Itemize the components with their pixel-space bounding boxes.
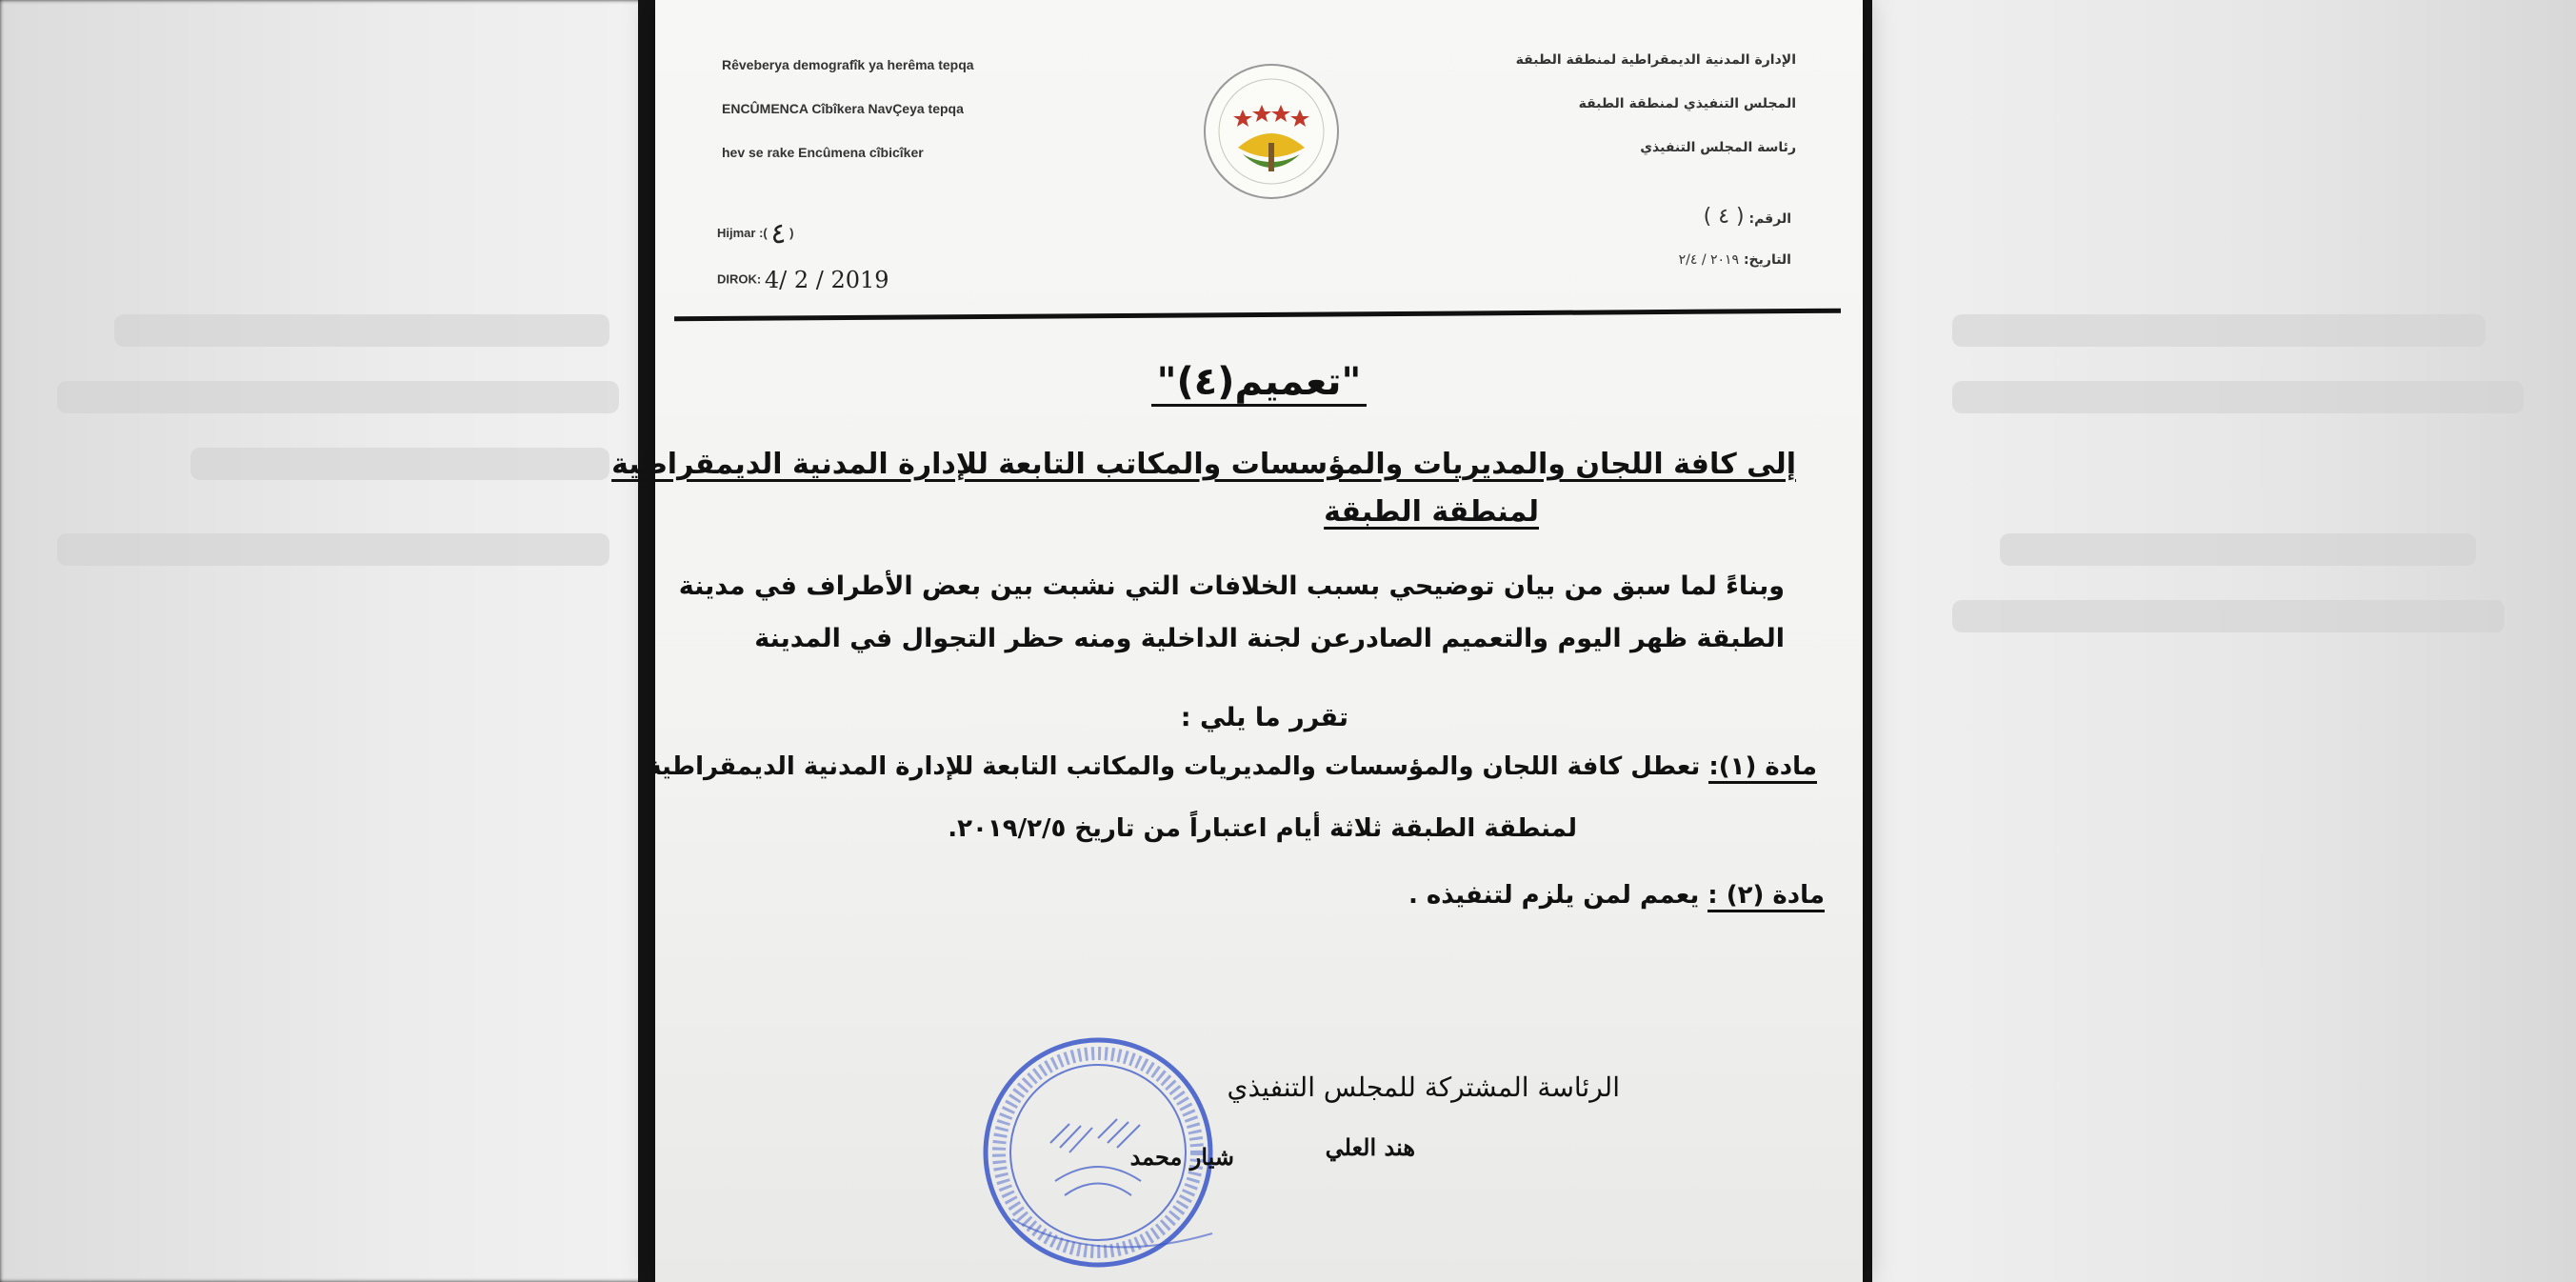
letterhead-line: Rêveberya demografîk ya herêma tepqa (722, 57, 974, 72)
article-2 (1408, 881, 1825, 910)
reference-value: ( ٤ ) (1703, 205, 1745, 229)
article-1-text: تعطل كافة اللجان والمؤسسات والمديريات والمكاتب التابعة للإدارة المدنية الديمقراطية (647, 752, 1701, 781)
letterhead-line: رئاسة المجلس التنفيذي (1640, 140, 1796, 155)
body-paragraph-line: وبناءً لما سبق من بيان توضيحي بسبب الخلافات التي نشبت بين بعض الأطراف في مدينة (678, 571, 1785, 601)
article-1 (647, 752, 1817, 781)
signatory-name: شيار محمد (1129, 1143, 1234, 1171)
blurred-text-line (57, 381, 619, 413)
body-paragraph-line: الطبقة ظهر اليوم والتعميم الصادرعن لجنة الداخلية ومنه حظر التجوال في المدينة (754, 624, 1785, 653)
blurred-background-left (0, 0, 667, 1282)
document-page (611, 0, 1863, 1282)
article-2-text: يعمم لمن يلزم لتنفيذه . (1408, 881, 1700, 910)
decision-heading: تقرر ما يلي : (1180, 703, 1348, 732)
date-label: التاريخ: (1743, 252, 1791, 268)
letterhead-kurdish (722, 57, 1122, 189)
reference-number-arabic (1704, 205, 1791, 229)
blurred-text-line (1952, 381, 2524, 413)
article-2-heading: مادة (٢) : (1707, 881, 1825, 912)
date-arabic (1679, 252, 1791, 268)
date-label: DIROK: (717, 271, 762, 287)
background-edge-shadow (638, 0, 655, 1282)
date-value: 4/ 2 / 2019 (764, 267, 889, 293)
letterhead-line: hev se rake Encûmena cîbicîker (722, 145, 924, 160)
letterhead-line: الإدارة المدنية الديمقراطية لمنطقة الطبقة (1515, 52, 1796, 68)
blurred-text-line (190, 448, 609, 480)
letterhead-arabic (1434, 52, 1796, 184)
signature-title: الرئاسة المشتركة للمجلس التنفيذي (1227, 1072, 1620, 1103)
circular-title: "تعميم(٤)" (655, 360, 1863, 404)
letterhead-line: ENCÛMENCA Cîbîkera NavÇeya tepqa (722, 101, 964, 116)
blurred-background-right (1857, 0, 2576, 1282)
date-kurdish (717, 267, 889, 293)
addressee-line: لمنطقة الطبقة (1324, 495, 1539, 529)
addressee-line: إلى كافة اللجان والمديريات والمؤسسات والمكاتب التابعة للإدارة المدنية الديمقراطية (611, 448, 1796, 481)
reference-label: Hijmar :( (717, 225, 768, 240)
article-1-continued: لمنطقة الطبقة ثلاثة أيام اعتباراً من تاريخ ٢٠١٩/٢/٥. (948, 814, 1577, 843)
blurred-text-line (57, 533, 609, 566)
blurred-text-line (1952, 314, 2486, 347)
blurred-text-line (1952, 600, 2505, 632)
reference-close: ) (789, 225, 794, 240)
reference-label: الرقم: (1748, 211, 1791, 227)
blurred-text-line (2000, 533, 2476, 566)
reference-value: ٤ (770, 217, 787, 250)
blurred-text-line (114, 314, 609, 347)
signatory-name: هند العلي (1325, 1133, 1415, 1161)
reference-number-kurdish (717, 217, 793, 250)
letterhead-line: المجلس التنفيذي لمنطقة الطبقة (1578, 96, 1796, 111)
header-divider (674, 309, 1841, 322)
council-emblem-icon (1200, 57, 1343, 210)
article-1-heading: مادة (١): (1708, 752, 1817, 784)
date-value: ٢٠١٩ / ٢/٤ (1678, 252, 1740, 268)
